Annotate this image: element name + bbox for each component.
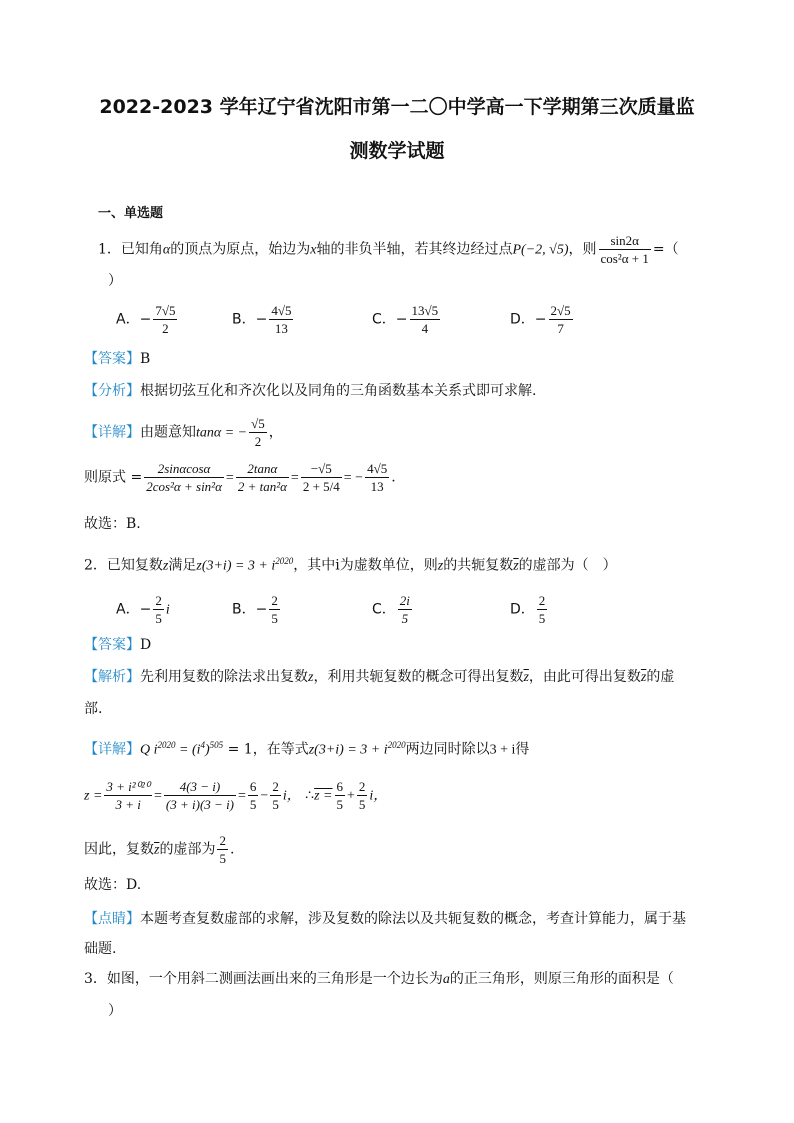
frac-num: 3 + i²⁰²⁰ xyxy=(106,779,151,794)
q2-zbar: $\overline{z}$ xyxy=(513,558,519,574)
q1-text: 轴的非负半轴，若其终边经过点 xyxy=(316,241,513,258)
eq-sign: = xyxy=(225,470,234,486)
q1-analysis xyxy=(84,380,536,402)
q1-text: 1．已知角 xyxy=(98,241,163,258)
frac-den: 2 xyxy=(162,321,169,336)
frac-num: 2sinαcosα xyxy=(144,460,224,478)
frac-num: 2 xyxy=(538,593,546,608)
frac-num: 2 xyxy=(271,593,278,608)
detail-exp: 505 xyxy=(209,740,224,750)
frac-num: 4√5 xyxy=(367,461,388,476)
q3-paren-close: ） xyxy=(108,1003,122,1019)
frac-num: −√5 xyxy=(301,460,342,478)
analysis-text: 先利用复数的除法求出复数 xyxy=(140,669,308,685)
option-label: C． xyxy=(372,601,396,618)
frac-den: 4 xyxy=(421,321,429,336)
q2-option-c[interactable] xyxy=(372,592,414,627)
option-suffix: i xyxy=(165,602,170,618)
detail-text: 得 xyxy=(515,741,530,758)
q2-text: ，其中i为虚数单位，则 xyxy=(293,557,438,574)
q1-option-a[interactable] xyxy=(116,302,179,337)
analysis-text: 根据切弦互化和齐次化以及同角的三角函数基本关系式即可求解. xyxy=(140,383,537,399)
q2-text: 2．已知复数 xyxy=(84,557,163,574)
detail-text: 由题意知 xyxy=(140,424,196,441)
option-label: D．− xyxy=(510,311,547,328)
z-eq: z = xyxy=(84,788,103,804)
detail-exp: 4 xyxy=(200,740,205,750)
frac-den: 7 xyxy=(557,321,564,336)
title-line-2: 测数学试题 xyxy=(349,140,445,162)
frac-num: 2√5 xyxy=(550,303,571,318)
frac-den: 2cos²α + sin²α xyxy=(146,479,222,494)
q1-text: ，则 xyxy=(568,241,597,258)
q3-stem xyxy=(84,968,674,991)
frac-num: 4(3 − i) xyxy=(164,778,236,796)
q1-option-c[interactable] xyxy=(372,302,442,337)
q2-zbar: $\overline{z}$ xyxy=(523,670,529,685)
frac-den: 13 xyxy=(274,321,288,336)
q2-detail xyxy=(84,734,529,762)
frac-den: 5 xyxy=(358,797,366,812)
frac-den: 5 xyxy=(271,611,278,626)
detail-text: ， xyxy=(268,424,283,441)
frac-num: 2 xyxy=(358,779,366,794)
answer-value: D xyxy=(140,637,152,653)
q2-comment-cont: 础题. xyxy=(84,941,117,957)
eq-sign: = − xyxy=(343,470,364,486)
q1-alpha: α xyxy=(162,242,171,258)
answer-tag: 【答案】 xyxy=(84,637,140,653)
option-label: B．− xyxy=(232,601,268,618)
page-title xyxy=(40,85,754,173)
frac-num: 13√5 xyxy=(411,303,439,318)
detail-math: = (i xyxy=(175,742,201,758)
option-label: A．− xyxy=(116,601,152,618)
i-comma: i， xyxy=(282,788,301,804)
frac-num: 7√5 xyxy=(155,303,176,318)
frac-den: 5 xyxy=(155,611,162,626)
period: . xyxy=(229,841,235,858)
frac-den: 5 xyxy=(538,611,546,626)
frac-num: sin2α xyxy=(599,232,651,250)
q1-paren-close: ） xyxy=(108,273,122,289)
frac-den: 5 xyxy=(219,851,226,866)
analysis-tag: 【分析】 xyxy=(84,383,140,399)
frac-den: 5 xyxy=(249,797,257,812)
frac-num: 4√5 xyxy=(271,303,292,318)
q3-text: 的正三角形，则原三角形的面积是（ xyxy=(449,971,674,987)
frac-den: cos²α + 1 xyxy=(600,251,649,266)
period: . xyxy=(391,469,396,486)
q2-analysis xyxy=(84,666,674,689)
option-label: D． xyxy=(510,601,535,618)
frac-num: 2 xyxy=(272,779,279,794)
title-line-1: 2022-2023 学年辽宁省沈阳市第一二〇中学高一下学期第三次质量监 xyxy=(99,96,695,118)
frac-num: 2 xyxy=(155,593,162,608)
option-label: A．− xyxy=(116,311,152,328)
frac-den: (3 + i)(3 − i) xyxy=(165,797,235,812)
analysis-text: 的虚 xyxy=(646,669,675,685)
q2-derivation xyxy=(84,778,387,813)
q2-comment xyxy=(84,908,686,930)
comment-tag: 【点睛】 xyxy=(84,911,140,927)
q1-conclusion: 故选：B. xyxy=(84,516,141,532)
frac-den: 2 xyxy=(254,434,262,449)
q2-analysis-cont: 部. xyxy=(84,701,103,717)
detail-math: ) xyxy=(205,742,210,758)
q2-conclusion: 故选：D. xyxy=(84,877,142,893)
section-heading: 一、单选题 xyxy=(98,206,164,221)
q2-stem xyxy=(84,550,617,578)
q1-stem xyxy=(98,232,679,267)
q3-text: 3．如图，一个用斜二测画法画出来的三角形是一个边长为 xyxy=(84,971,443,987)
frac-den: 5 xyxy=(336,797,343,812)
tan-expr: tanα = − xyxy=(196,425,248,441)
detail-math: Q i xyxy=(140,742,158,758)
detail-text: = 1，在等式 xyxy=(223,741,309,758)
detail-math: z(3+i) = 3 + i xyxy=(308,742,388,758)
q1-text: 的顶点为原点，始边为 xyxy=(170,241,311,258)
detail-exp: 2020 xyxy=(157,740,176,750)
frac-num: 2tanα xyxy=(236,460,289,478)
q1-answer xyxy=(84,348,150,370)
q1-option-d[interactable] xyxy=(510,302,575,337)
frac-den: 3 + i xyxy=(115,797,141,812)
frac-num: 6 xyxy=(336,779,343,794)
analysis-tag: 【解析】 xyxy=(84,669,140,685)
comment-text: 本题考查复数虚部的求解，涉及复数的除法以及共轭复数的概念，考查计算能力，属于基 xyxy=(140,911,686,927)
frac-num: 2i xyxy=(399,593,410,608)
conc-text: 的虚部为 xyxy=(159,841,216,858)
q2-answer xyxy=(84,634,151,656)
q2-equation: z(3+i) = 3 + i xyxy=(196,558,276,574)
q2-text: 满足 xyxy=(168,557,197,574)
frac-den: 13 xyxy=(370,479,384,494)
option-label: B．− xyxy=(232,311,268,328)
answer-tag: 【答案】 xyxy=(84,351,140,367)
option-label: C．− xyxy=(372,311,408,328)
plus-sign: + xyxy=(347,788,355,804)
q1-derivation xyxy=(84,460,396,495)
frac-den: 2 + 5/4 xyxy=(302,479,340,494)
frac-den: 5 xyxy=(272,797,279,812)
q2-option-d[interactable] xyxy=(510,592,549,627)
detail-exp: 2020 xyxy=(387,740,406,750)
detail-math: 3 + i xyxy=(489,742,516,758)
q2-exponent: 2020 xyxy=(275,556,294,566)
q1-detail xyxy=(84,415,283,450)
q2-text: 的共轭复数 xyxy=(443,557,514,574)
q2-text: 的虚部为（ ） xyxy=(518,557,617,574)
frac-num: √5 xyxy=(251,416,265,431)
q3-a: a xyxy=(442,972,450,987)
q2-zbar: $\overline{z}$ xyxy=(640,670,647,685)
frac-den: 2 + tan²α xyxy=(237,479,287,494)
frac-num: 6 xyxy=(249,779,257,794)
detail-tag: 【详解】 xyxy=(84,741,140,758)
q1-x: x xyxy=(310,242,317,258)
minus-sign: − xyxy=(260,788,269,804)
q2-conc xyxy=(84,832,234,867)
eq-sign: = xyxy=(154,788,162,804)
zbar-eq: z = xyxy=(314,788,333,804)
q1-text: =（ xyxy=(652,241,679,258)
detail-tag: 【详解】 xyxy=(84,424,140,441)
q1-option-b[interactable] xyxy=(232,302,295,337)
conc-text: 因此，复数 xyxy=(84,841,154,858)
q2-option-a[interactable] xyxy=(116,592,170,627)
i-comma: i， xyxy=(369,788,388,804)
q2-z: z xyxy=(308,670,314,685)
q2-z: z xyxy=(437,558,444,574)
q2-zbar: $\overline{z}$ xyxy=(154,842,160,858)
analysis-text: ，利用共轭复数的概念可得出复数 xyxy=(313,669,524,685)
frac-num: 2 xyxy=(219,833,226,848)
q1-fraction xyxy=(599,232,651,267)
therefore-sign: ∴ xyxy=(305,788,315,804)
detail-text: 两边同时除以 xyxy=(405,741,490,758)
q2-option-b[interactable] xyxy=(232,592,282,627)
eq-sign: = xyxy=(238,788,246,804)
q1-point: P(−2, √5) xyxy=(512,242,569,258)
orig-label: 则原式 = xyxy=(84,469,143,486)
eq-sign: = xyxy=(290,470,299,486)
q2-z: z xyxy=(162,558,169,574)
analysis-text: ，由此可得出复数 xyxy=(528,669,641,685)
frac-den: 5 xyxy=(401,611,409,626)
answer-value: B xyxy=(140,351,151,367)
